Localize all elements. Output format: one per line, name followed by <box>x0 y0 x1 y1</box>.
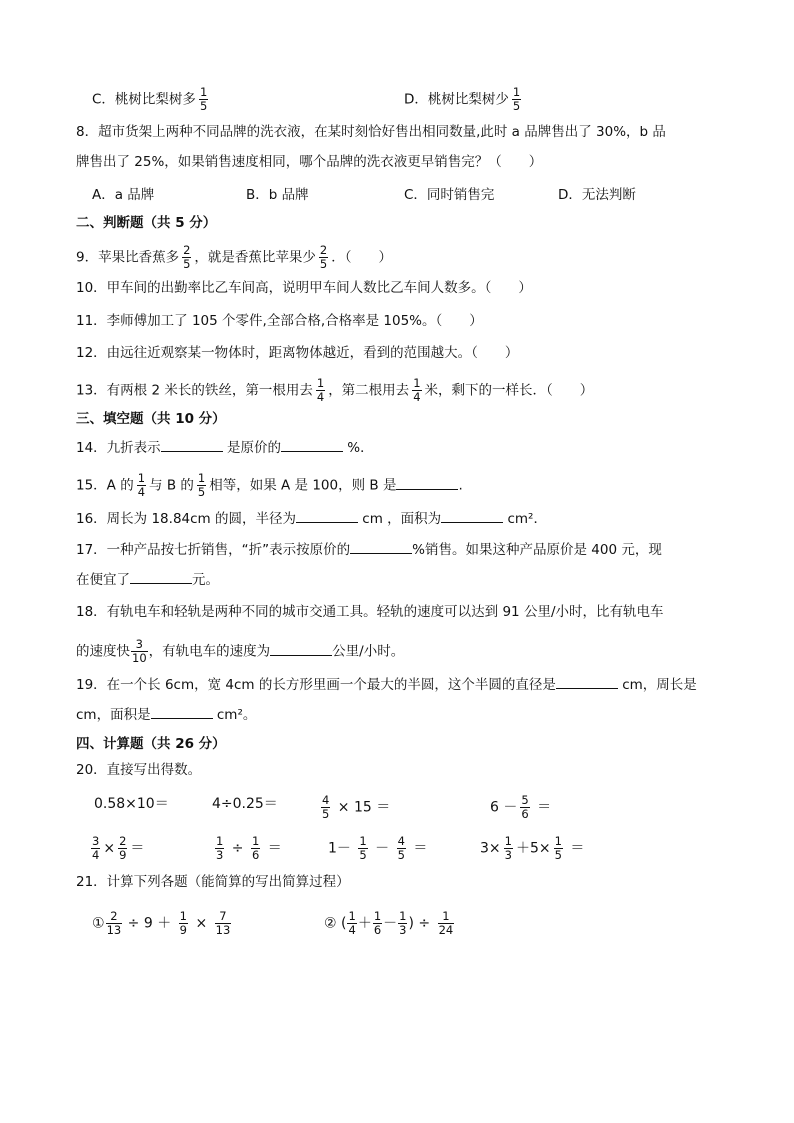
section-heading-judgement: 二、判断题（共 5 分） <box>76 215 217 231</box>
fraction: $\frac{1}{4}$ <box>316 376 325 404</box>
q21-expression-1: ① $\frac{2}{13}$ ÷ 9 ＋ $\frac{1}{9}$ × $\frac{7}{13}$ <box>92 909 231 937</box>
fraction: $\frac{1}{9}$ <box>179 909 187 937</box>
fraction: $\frac{1}{5}$ <box>359 834 367 862</box>
q7-option-c: C．桃树比梨树多 $\frac{1}{5}$ <box>92 85 208 113</box>
answer-blank[interactable] <box>151 705 213 719</box>
fraction: $\frac{1}{5}$ <box>199 85 208 113</box>
answer-blank[interactable] <box>441 509 503 523</box>
q13: 13．有两根 2 米长的铁丝，第一根用去 $\frac{1}{4}$ ，第二根用去 $\frac{1}{4}$ 米，剩下的一样长．（ ） <box>76 376 594 404</box>
q17-line1: 17．一种产品按七折销售，“折”表示按原价的 %销售。如果这种产品原价是 400 元，现 <box>76 542 662 558</box>
section-heading-fill-blank: 三、填空题（共 10 分） <box>76 411 226 427</box>
q14: 14．九折表示 是原价的 %． <box>76 440 374 456</box>
fraction: $\frac{3}{4}$ <box>92 834 100 862</box>
fraction: $\frac{2}{5}$ <box>183 243 191 271</box>
q20-item: $\frac{1}{3}$ ÷ $\frac{1}{6}$ ＝ <box>216 834 282 862</box>
answer-blank[interactable] <box>396 476 458 490</box>
fraction: $\frac{5}{6}$ <box>521 793 529 821</box>
fraction: $\frac{1}{6}$ <box>251 834 260 862</box>
q8-option-d: D．无法判断 <box>558 187 636 203</box>
answer-blank[interactable] <box>296 509 358 523</box>
q8-option-c: C．同时销售完 <box>404 187 495 203</box>
fraction: $\frac{1}{3}$ <box>504 834 512 862</box>
q20-item: 0.58×10＝ <box>94 796 169 812</box>
answer-blank[interactable] <box>556 675 618 689</box>
answer-blank[interactable] <box>161 438 223 452</box>
fraction: $\frac{1}{4}$ <box>137 471 146 499</box>
fraction: $\frac{1}{24}$ <box>438 909 454 937</box>
fraction: $\frac{1}{3}$ <box>399 909 407 937</box>
q18-line1: 18．有轨电车和轻轨是两种不同的城市交通工具。轻轨的速度可以达到 91 公里/小时，比有轨电车 <box>76 604 664 620</box>
answer-blank[interactable] <box>270 642 332 656</box>
q20-item: $\frac{4}{5}$ × 15 ＝ <box>322 793 391 821</box>
q20-item: 3× $\frac{1}{3}$ ＋5× $\frac{1}{5}$ ＝ <box>480 834 585 862</box>
fraction: $\frac{4}{5}$ <box>397 834 405 862</box>
fraction: $\frac{3}{10}$ <box>132 637 147 665</box>
fraction: $\frac{1}{4}$ <box>348 909 356 937</box>
q21-expression-2: ② ( $\frac{1}{4}$ ＋ $\frac{1}{6}$ － $\frac{1}{3}$ ) ÷ $\frac{1}{24}$ <box>324 909 454 937</box>
q17-line2: 在便宜了 元。 <box>76 572 219 588</box>
q18-line2: 的速度快 $\frac{3}{10}$ ，有轨电车的速度为 公里/小时。 <box>76 637 405 665</box>
q12: 12．由远往近观察某一物体时，距离物体越近，看到的范围越大。（ ） <box>76 345 519 361</box>
fraction: $\frac{7}{13}$ <box>215 909 231 937</box>
fraction: $\frac{4}{5}$ <box>322 793 330 821</box>
q19-line1: 19．在一个长 6cm，宽 4cm 的长方形里画一个最大的半圆，这个半圆的直径是 cm，周长是 <box>76 677 697 693</box>
q15: 15．A 的 $\frac{1}{4}$ 与 B 的 $\frac{1}{5}$ 相等，如果 A 是 100，则 B 是 . <box>76 471 463 499</box>
q20-item: 4÷0.25＝ <box>212 796 278 812</box>
q8-stem-line1: 8．超市货架上两种不同品牌的洗衣液，在某时刻恰好售出相同数量,此时 a 品牌售出了 30%，b 品 <box>76 124 666 140</box>
fraction: $\frac{2}{9}$ <box>119 834 127 862</box>
answer-blank[interactable] <box>350 540 412 554</box>
q20-item: 6 － $\frac{5}{6}$ ＝ <box>490 793 552 821</box>
answer-blank[interactable] <box>130 570 192 584</box>
q9: 9．苹果比香蕉多 $\frac{2}{5}$ ，就是香蕉比苹果少 $\frac{2}{5}$ ．（ ） <box>76 243 392 271</box>
q16: 16．周长为 18.84cm 的圆，半径为 cm ，面积为 cm²． <box>76 511 547 527</box>
fraction: $\frac{1}{5}$ <box>512 85 521 113</box>
q20-item: 1－ $\frac{1}{5}$ － $\frac{4}{5}$ ＝ <box>328 834 428 862</box>
q7-option-d: D．桃树比梨树少 $\frac{1}{5}$ <box>404 85 521 113</box>
section-heading-calculation: 四、计算题（共 26 分） <box>76 736 226 752</box>
fraction: $\frac{1}{5}$ <box>197 471 206 499</box>
q11: 11．李师傅加工了 105 个零件,全部合格,合格率是 105%。（ ） <box>76 313 483 329</box>
q8-stem-line2: 牌售出了 25%，如果销售速度相同，哪个品牌的洗衣液更早销售完？（ ） <box>76 154 543 170</box>
fraction: $\frac{1}{6}$ <box>373 909 382 937</box>
q10: 10．甲车间的出勤率比乙车间高，说明甲车间人数比乙车间人数多。（ ） <box>76 280 532 296</box>
q19-line2: cm，面积是 cm²。 <box>76 707 257 723</box>
fraction: $\frac{1}{4}$ <box>413 376 421 404</box>
fraction: $\frac{1}{5}$ <box>554 834 562 862</box>
fraction: $\frac{1}{3}$ <box>216 834 224 862</box>
q20-title: 20．直接写出得数。 <box>76 762 202 778</box>
q8-option-b: B．b 品牌 <box>246 187 309 203</box>
q20-item: $\frac{3}{4}$ × $\frac{2}{9}$ ＝ <box>92 834 145 862</box>
q8-option-a: A．a 品牌 <box>92 187 155 203</box>
answer-blank[interactable] <box>281 438 343 452</box>
fraction: $\frac{2}{5}$ <box>319 243 328 271</box>
q21-title: 21．计算下列各题（能简算的写出简算过程） <box>76 874 350 890</box>
fraction: $\frac{2}{13}$ <box>106 909 122 937</box>
